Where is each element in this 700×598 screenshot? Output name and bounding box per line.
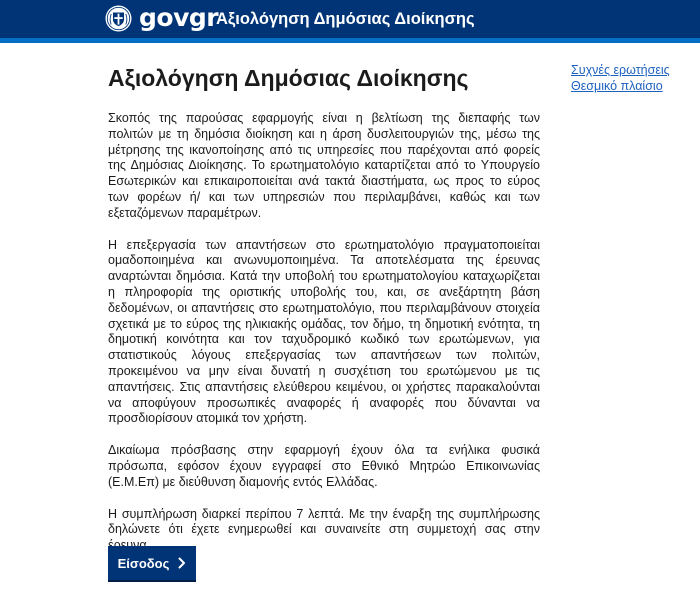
header-title: Αξιολόγηση Δημόσιας Διοίκησης bbox=[216, 10, 475, 28]
sidebar-links bbox=[571, 63, 670, 94]
header-accent-stripe bbox=[0, 38, 700, 43]
intro-paragraph-access: Δικαίωμα πρόσβασης στην εφαρμογή έχουν όλα τα ενήλικα φυσικά πρόσωπα, εφόσον έχουν εγγραφεί στο Εθνικό Μητρώο Επικοινωνίας (Ε.Μ.Επ) με διεύθυνση διαμονής εντός Ελλάδας. bbox=[108, 443, 540, 489]
intro-paragraph-purpose: Σκοπός της παρούσας εφαρμογής είναι η βελτίωση της διεπαφής των πολιτών με τη δημόσια διοίκηση και η άρση δυσλειτουργιών της, μέσω της μέτρησης της ικανοποίησης από τις υπηρεσίες που παρέχονται από φορείς της Δημόσιας Διοίκησης. Το ερωτηματολόγιο καταρτίζεται από το Υπουργείο Εσωτερικών και επικαιροποιείται ανά τακτά διαστήματα, ως προς το εύρος των φορέων ή/ και των υπηρεσιών που περιλαμβάνει, καθώς και των εξεταζόμενων παραμέτρων. bbox=[108, 111, 540, 220]
intro-paragraph-processing: Η επεξεργασία των απαντήσεων στο ερωτηματολόγιο πραγματοποιείται ομαδοποιημένα και ανωνυμοποιημένα. Τα αποτελέσματα της έρευνας αναρτώνται δημόσια. Κατά την υποβολή του ερωτηματολογίου καταχωρίζεται η πληροφορία της οριστικής υποβολής του, και, σε ανεξάρτητη βάση δεδομένων, οι απαντήσεις στο ερωτηματολόγιο, που περιλαμβάνουν στοιχεία σχετικά με το εύρος της ηλικιακής ομάδας, τον δήμο, τη δημοτική ενότητα, τη δημοτική κοινότητα και τον ταχυδρομικό κωδικό των ερωτώμενων, για στατιστικούς λόγους επεξεργασίας των απαντήσεων των πολιτών, προκειμένου να μην είναι δυνατή η συσχέτιση του ερωτώμενου με τις απαντήσεις. Στις απαντήσεις ελεύθερου κειμένου, οι χρήστες παρακαλούνται να αποφύγουν προσωπικές αναφορές ή αναφορές που δύνανται να προσδιορίσουν ατομικά τον χρήστη. bbox=[108, 237, 540, 426]
enter-button[interactable] bbox=[108, 546, 196, 580]
legal-framework-link[interactable]: Θεσμικό πλαίσιο bbox=[571, 78, 663, 93]
intro-paragraph-duration: Η συμπλήρωση διαρκεί περίπου 7 λεπτά. Με την έναρξη της συμπλήρωσης δηλώνετε ότι έχετε ενημερωθεί και συναινείτε στη συμμετοχή σας στην bbox=[108, 506, 540, 537]
enter-button-label: Είσοδος bbox=[117, 555, 170, 571]
chevron-right-icon bbox=[178, 557, 186, 569]
faq-link[interactable]: Συχνές ερωτήσεις bbox=[571, 63, 670, 77]
intro-content bbox=[108, 111, 540, 554]
govgr-logo[interactable]: govgr bbox=[139, 3, 219, 32]
govgr-home-link[interactable] bbox=[105, 5, 132, 32]
page-title: Αξιολόγηση Δημόσιας Διοίκησης bbox=[108, 65, 469, 91]
greek-coat-of-arms-icon bbox=[105, 5, 132, 32]
